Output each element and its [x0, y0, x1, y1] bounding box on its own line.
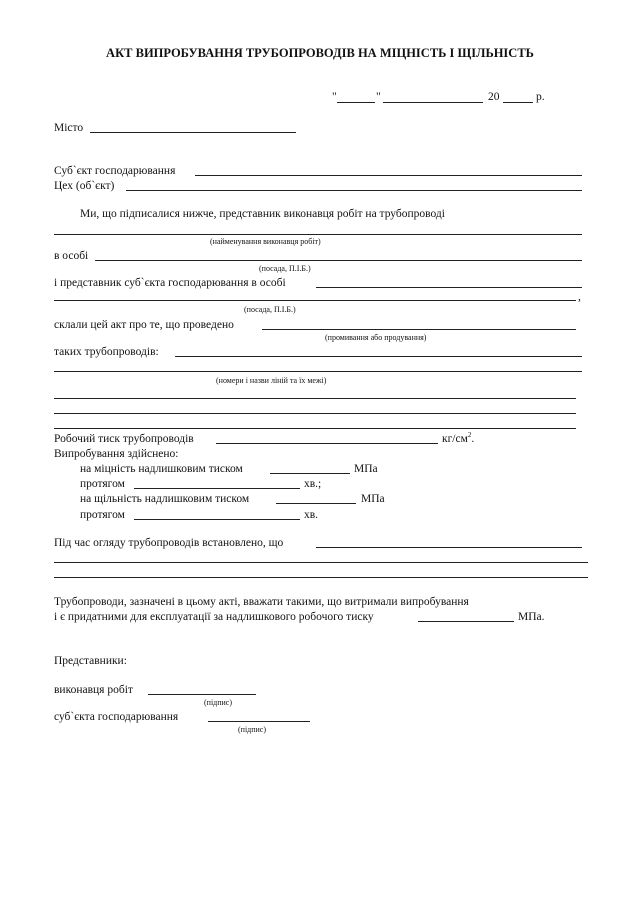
during-label-1: протягом: [80, 478, 125, 490]
in-person-label: в особі: [54, 250, 89, 262]
working-pressure-unit-text: [442, 432, 474, 446]
strength-unit: МПа: [354, 463, 378, 475]
during-label-2: протягом: [80, 509, 125, 521]
inspection-field[interactable]: [316, 547, 582, 548]
caption-contractor-name: (найменування виконавця робіт): [210, 237, 321, 246]
pipelines-field-4[interactable]: [54, 413, 576, 414]
caption-signature-2: (підпис): [238, 725, 267, 734]
flushing-field[interactable]: [262, 329, 576, 330]
representatives-label: Представники:: [54, 655, 127, 667]
conclusion-pressure-field[interactable]: [418, 621, 514, 622]
entity-rep-label: і представник суб`єкта господарювання в особі: [54, 277, 286, 289]
strength-pressure-field[interactable]: [270, 473, 350, 474]
entity-label: Суб`єкт господарювання: [54, 165, 176, 177]
conclusion-line-1: Трубопроводи, зазначені в цьому акті, вважати такими, що витримали випробування: [54, 596, 469, 608]
inspection-field-2[interactable]: [54, 562, 588, 563]
caption-position-1: (посада, П.І.Б.): [259, 264, 311, 273]
pipelines-field-3[interactable]: [54, 398, 576, 399]
min-unit-1: хв.;: [304, 478, 322, 490]
contractor-signature-field[interactable]: [148, 694, 256, 695]
city-field[interactable]: [90, 132, 296, 133]
shop-label: Цех (об`єкт): [54, 180, 115, 192]
density-pressure-field[interactable]: [276, 503, 356, 504]
entity-rep-field[interactable]: [316, 287, 582, 288]
intro-text: Ми, що підписалися нижче, представник виконавця робіт на трубопроводі: [80, 208, 445, 220]
density-label: на щільність надлишковим тиском: [80, 493, 250, 505]
conclusion-unit: МПа.: [518, 611, 545, 623]
caption-position-2: (посада, П.І.Б.): [244, 305, 296, 314]
inspection-field-3[interactable]: [54, 577, 588, 578]
working-pressure-end: .: [471, 433, 475, 445]
working-pressure-field[interactable]: [216, 443, 438, 444]
comma: ,: [578, 291, 581, 303]
date-month-field[interactable]: [383, 102, 483, 103]
contractor-person-field[interactable]: [95, 260, 582, 261]
city-label: Місто: [54, 122, 84, 134]
caption-signature-1: (підпис): [204, 698, 233, 707]
pipelines-label: таких трубопроводів:: [54, 346, 159, 358]
date-year-field[interactable]: [503, 102, 533, 103]
pipelines-field[interactable]: [175, 356, 582, 357]
contractor-sign-label: виконавця робіт: [54, 684, 133, 696]
pipelines-field-5[interactable]: [54, 428, 576, 429]
pipelines-field-2[interactable]: [54, 371, 582, 372]
date-open-quote: ": [332, 91, 337, 103]
testing-done-label: Випробування здійснено:: [54, 448, 179, 460]
entity-sign-label: суб`єкта господарювання: [54, 711, 179, 723]
document-title: АКТ ВИПРОБУВАННЯ ТРУБОПРОВОДІВ НА МІЦНІСТЬ І ЩІЛЬНІСТЬ: [106, 46, 534, 60]
caption-lines: (номери і назви ліній та їх межі): [216, 376, 327, 385]
entity-rep-field-2[interactable]: [54, 300, 576, 301]
date-close-quote: ": [376, 91, 381, 103]
strength-duration-field[interactable]: [134, 488, 300, 489]
date-day-field[interactable]: [337, 102, 375, 103]
shop-field[interactable]: [126, 190, 582, 191]
caption-flushing: (промивання або продування): [325, 333, 427, 342]
entity-field[interactable]: [195, 175, 582, 176]
density-duration-field[interactable]: [134, 519, 300, 520]
act-text: склали цей акт про те, що проведено: [54, 319, 234, 331]
conclusion-line-2: і є придатними для експлуатації за надлишкового робочого тиску: [54, 611, 374, 623]
min-unit-2: хв.: [304, 509, 319, 521]
date-year-suffix: р.: [536, 91, 545, 103]
entity-signature-field[interactable]: [208, 721, 310, 722]
working-pressure-label: Робочий тиск трубопроводів: [54, 433, 194, 445]
strength-label: на міцність надлишковим тиском: [80, 463, 243, 475]
date-year-prefix: 20: [488, 91, 500, 103]
density-unit: МПа: [361, 493, 385, 505]
working-pressure-exp: 2: [467, 431, 472, 440]
working-pressure-unit: кг/см: [442, 433, 468, 445]
contractor-name-field[interactable]: [54, 234, 582, 235]
inspection-label: Під час огляду трубопроводів встановлено, що: [54, 537, 284, 549]
